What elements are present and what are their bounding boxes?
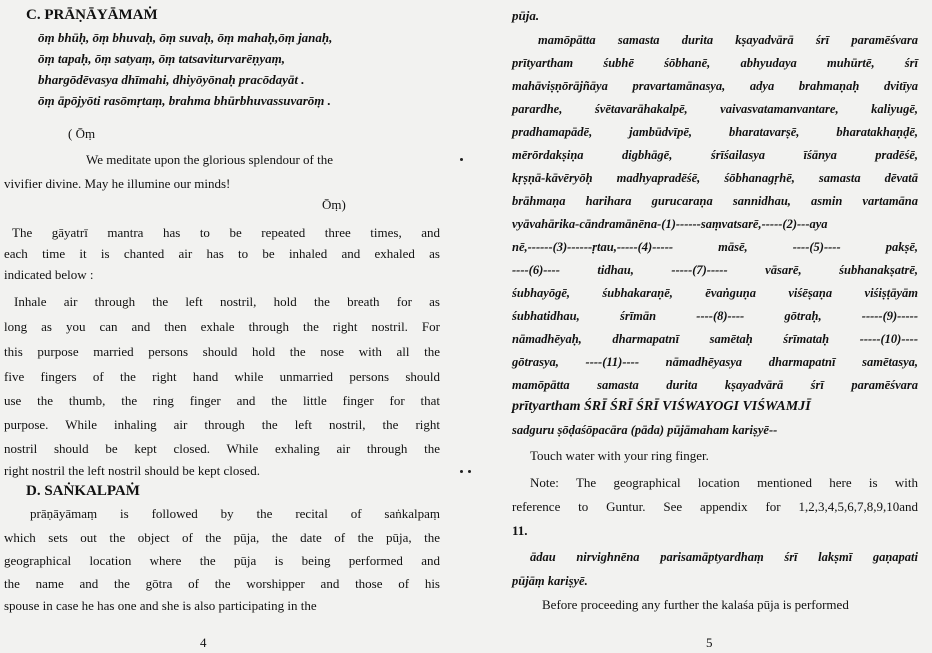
paragraph-line: long as you can and then exhale through the right nostril. For <box>4 319 440 334</box>
paragraph-line: spouse in case he has one and she is also participating in the <box>4 598 317 613</box>
paragraph-line: prāṇāyāmaṃ is followed by the recital of saṅkalpaṃ <box>30 506 440 521</box>
sankalpa-line: mamōpātta samasta durita kṣayadvārā śrī paramēśvara <box>512 378 918 392</box>
sankalpa-line: pradhamapādē, jambūdvīpē, bharatavarṣē, bharatakhaṇḍē, <box>512 125 918 139</box>
sankalpa-line: gōtrasya, ----(11)---- nāmadhēyasya dharmapatnī samētasya, <box>512 355 918 369</box>
closing-line: Before proceeding any further the kalaśa pūja is performed <box>542 597 849 612</box>
sankalpa-line: vyāvahārika-cāndramānēna-(1)------saṃvatsarē,-----(2)---aya <box>512 217 828 231</box>
scan-mark <box>468 470 471 473</box>
heading-pranayamam: C. PRĀṆĀYĀMAṀ <box>26 7 158 23</box>
paragraph-line: use the thumb, the ring finger and the little finger for that <box>4 393 440 408</box>
paren-close: Ōṃ) <box>322 197 346 212</box>
paragraph-line: this purpose married persons should hold the nose with all the <box>4 344 440 359</box>
sankalpa-line: prītyartham ŚRĪ ŚRĪ ŚRĪ VIŚWAYOGI VIŚWAMJĪ <box>512 399 811 414</box>
sankalpa-line: nē,------(3)------ṛtau,-----(4)----- māsē, ----(5)---- pakṣē, <box>512 240 918 254</box>
mantra-line: ōṃ āpōjyōti rasōmṛtaṃ, brahma bhūrbhuvassuvarōṃ . <box>38 93 331 108</box>
paragraph-line: which sets out the object of the pūja, the date of the pūja, the <box>4 530 440 545</box>
meditation-text: vivifier divine. May he illumine our minds! <box>4 176 231 191</box>
paragraph-line: the name and the gōtra of the worshipper and those of his <box>4 576 440 591</box>
paragraph-line: right nostril the left nostril should be kept closed. <box>4 463 260 478</box>
sankalpa-line: nāmadhēyaḥ, dharmapatnī samētaḥ śrīmataḥ -----(10)---- <box>512 332 918 346</box>
puja-word: pūja. <box>512 8 540 23</box>
sankalpa-line: mamōpātta samasta durita kṣayadvārā śrī paramēśvara <box>538 33 918 47</box>
right-page <box>466 0 932 653</box>
heading-sankalpam: D. SAṄKALPAṀ <box>26 483 140 499</box>
paragraph-line: The gāyatrī mantra has to be repeated three times, and <box>12 225 440 240</box>
meditation-text: We meditate upon the glorious splendour of the <box>86 152 333 167</box>
sankalpa-line: kṛṣṇā-kāvēryōḥ madhyapradēśē, śōbhanagṛhē, samasta dēvatā <box>512 171 918 185</box>
sankalpa-line: brāhmaṇa harihara gurucaraṇa sannidhau, asmin vartamāna <box>512 194 918 208</box>
paragraph-line: indicated below : <box>4 267 94 282</box>
adau-line: ādau nirvighnēna parisamāptyardhaṃ śrī lakṣmī gaṇapati <box>530 550 918 564</box>
sankalpa-line: sadguru ṣōḍaśōpacāra (pāda) pūjāmaham kariṣyē-- <box>512 423 778 437</box>
paragraph-line: nostril should be kept closed. While exhaling air through the <box>4 441 440 456</box>
sankalpa-line: śubhatidhau, śrīmān ----(8)---- gōtraḥ, -----(9)----- <box>512 309 918 323</box>
adau-line: pūjāṃ kariṣyē. <box>512 574 588 588</box>
sankalpa-line: parardhe, śvētavarāhakalpē, vaivasvatamanvantare, kaliyugē, <box>512 102 918 116</box>
paragraph-line: Inhale air through the left nostril, hold the breath for as <box>14 294 440 309</box>
paragraph-line: each time it is chanted air has to be inhaled and exhaled as <box>4 246 440 261</box>
mantra-line: bhargōdēvasya dhīmahi, dhiyōyōnaḥ pracōdayāt . <box>38 72 305 87</box>
page-number: 5 <box>706 635 713 650</box>
note-line: reference to Guntur. See appendix for 1,2,3,4,5,6,7,8,9,10and <box>512 499 918 514</box>
scan-mark <box>460 158 463 161</box>
paragraph-line: geographical location where the pūja is being performed and <box>4 553 440 568</box>
scan-mark <box>460 470 463 473</box>
sankalpa-line: śubhayōgē, śubhakaraṇē, ēvaṅguṇa viśēṣaṇa viśiṣṭāyām <box>512 286 918 300</box>
sankalpa-line: mērōrdakṣiṇa digbhāgē, śrīśailasya īśānya pradēśē, <box>512 148 918 162</box>
sankalpa-line: ----(6)---- tidhau, -----(7)----- vāsarē, śubhanakṣatrē, <box>512 263 918 277</box>
mantra-line: ōṃ bhūḥ, ōṃ bhuvaḥ, ōṃ suvaḥ, ōṃ mahaḥ,ōṃ janaḥ, <box>38 30 333 45</box>
note-line: 11. <box>512 523 528 538</box>
instruction-text: Touch water with your ring finger. <box>530 448 709 463</box>
paragraph-line: purpose. While inhaling air through the left nostril, the right <box>4 417 440 432</box>
page-number: 4 <box>200 635 207 650</box>
note-line: Note: The geographical location mentioned here is with <box>530 475 918 490</box>
paren-open: ( Ōṃ <box>68 126 96 141</box>
mantra-line: ōṃ tapaḥ, ōṃ satyaṃ, ōṃ tatsaviturvarēṇyaṃ, <box>38 51 286 66</box>
sankalpa-line: mahāviṣṇōrājñāya pravartamānasya, adya brahmaṇaḥ dvitīya <box>512 79 918 93</box>
paragraph-line: five fingers of the right hand while unmarried persons should <box>4 369 440 384</box>
sankalpa-line: prītyartham śubhē śōbhanē, abhyudaya muhūrtē, śrī <box>512 56 918 70</box>
